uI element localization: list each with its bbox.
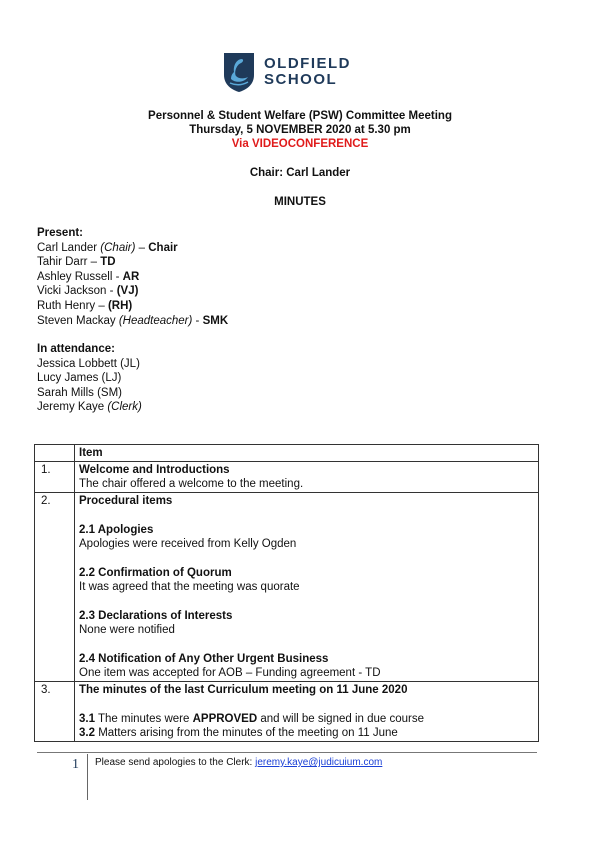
attendance-heading: In attendance:: [37, 343, 115, 355]
attendance-person: Sarah Mills (SM): [37, 386, 122, 399]
meeting-date: Thursday, 5 NOVEMBER 2020 at 5.30 pm: [189, 124, 411, 136]
present-section: [37, 226, 228, 328]
present-heading: Present:: [37, 227, 84, 239]
school-name: [264, 56, 351, 88]
swan-shield-icon: [222, 51, 256, 93]
table-header-row: [35, 445, 539, 462]
minutes-table: [34, 444, 539, 742]
attendance-person: Lucy James (LJ): [37, 372, 122, 385]
sub-text: One item was accepted for AOB – Funding agreement - TD: [79, 667, 381, 679]
present-person: Carl Lander (Chair) – Chair: [37, 241, 178, 254]
sub-heading: 2.4 Notification of Any Other Urgent Business: [79, 653, 329, 665]
row-title: The minutes of the last Curriculum meeting on 11 June 2020: [79, 684, 408, 696]
table-row: [35, 462, 539, 493]
present-person: Ashley Russell - AR: [37, 270, 140, 283]
minute-item: 3.1 The minutes were APPROVED and will be signed in due course: [79, 713, 424, 725]
school-name-line1: OLDFIELD: [264, 55, 351, 72]
table-row: [35, 493, 539, 682]
sub-heading: 2.2 Confirmation of Quorum: [79, 567, 232, 579]
row-number: 2.: [35, 493, 75, 682]
school-name-line2: SCHOOL: [264, 71, 338, 88]
sub-text: None were notified: [79, 624, 175, 636]
present-person: Steven Mackay (Headteacher) - SMK: [37, 314, 229, 327]
present-person: Vicki Jackson - (VJ): [37, 285, 139, 298]
page-number: 1: [72, 757, 79, 772]
sub-heading: 2.1 Apologies: [79, 524, 154, 536]
meeting-chair: Chair: Carl Lander: [249, 167, 351, 179]
table-header-item: Item: [75, 445, 539, 462]
attendance-person: Jeremy Kaye (Clerk): [37, 401, 142, 414]
footer-vertical-rule: [87, 754, 88, 800]
row-number: 1.: [35, 462, 75, 493]
sub-text: It was agreed that the meeting was quorate: [79, 581, 300, 593]
row-number: 3.: [35, 682, 75, 742]
table-row: [35, 682, 539, 742]
attendance-person: Jessica Lobbett (JL): [37, 357, 140, 370]
footer-note: Please send apologies to the Clerk: jeremy.kaye@judicuium.com: [95, 757, 383, 768]
meeting-title: Personnel & Student Welfare (PSW) Committee Meeting: [148, 110, 452, 122]
present-person: Tahir Darr – TD: [37, 256, 116, 269]
row-body: The chair offered a welcome to the meeting.: [79, 478, 304, 490]
row-title: Welcome and Introductions: [79, 464, 230, 476]
sub-text: Apologies were received from Kelly Ogden: [79, 538, 297, 550]
minutes-heading: MINUTES: [274, 196, 326, 208]
footer-divider: [37, 752, 537, 753]
present-person: Ruth Henry – (RH): [37, 299, 133, 312]
sub-heading: 2.3 Declarations of Interests: [79, 610, 233, 622]
attendance-section: [37, 342, 142, 415]
row-title: Procedural items: [79, 495, 173, 507]
meeting-via: Via VIDEOCONFERENCE: [231, 138, 369, 150]
minute-item: 3.2 Matters arising from the minutes of the meeting on 11 June: [79, 727, 398, 739]
clerk-email-link[interactable]: jeremy.kaye@judicuium.com: [255, 757, 383, 768]
school-logo: [222, 50, 351, 94]
